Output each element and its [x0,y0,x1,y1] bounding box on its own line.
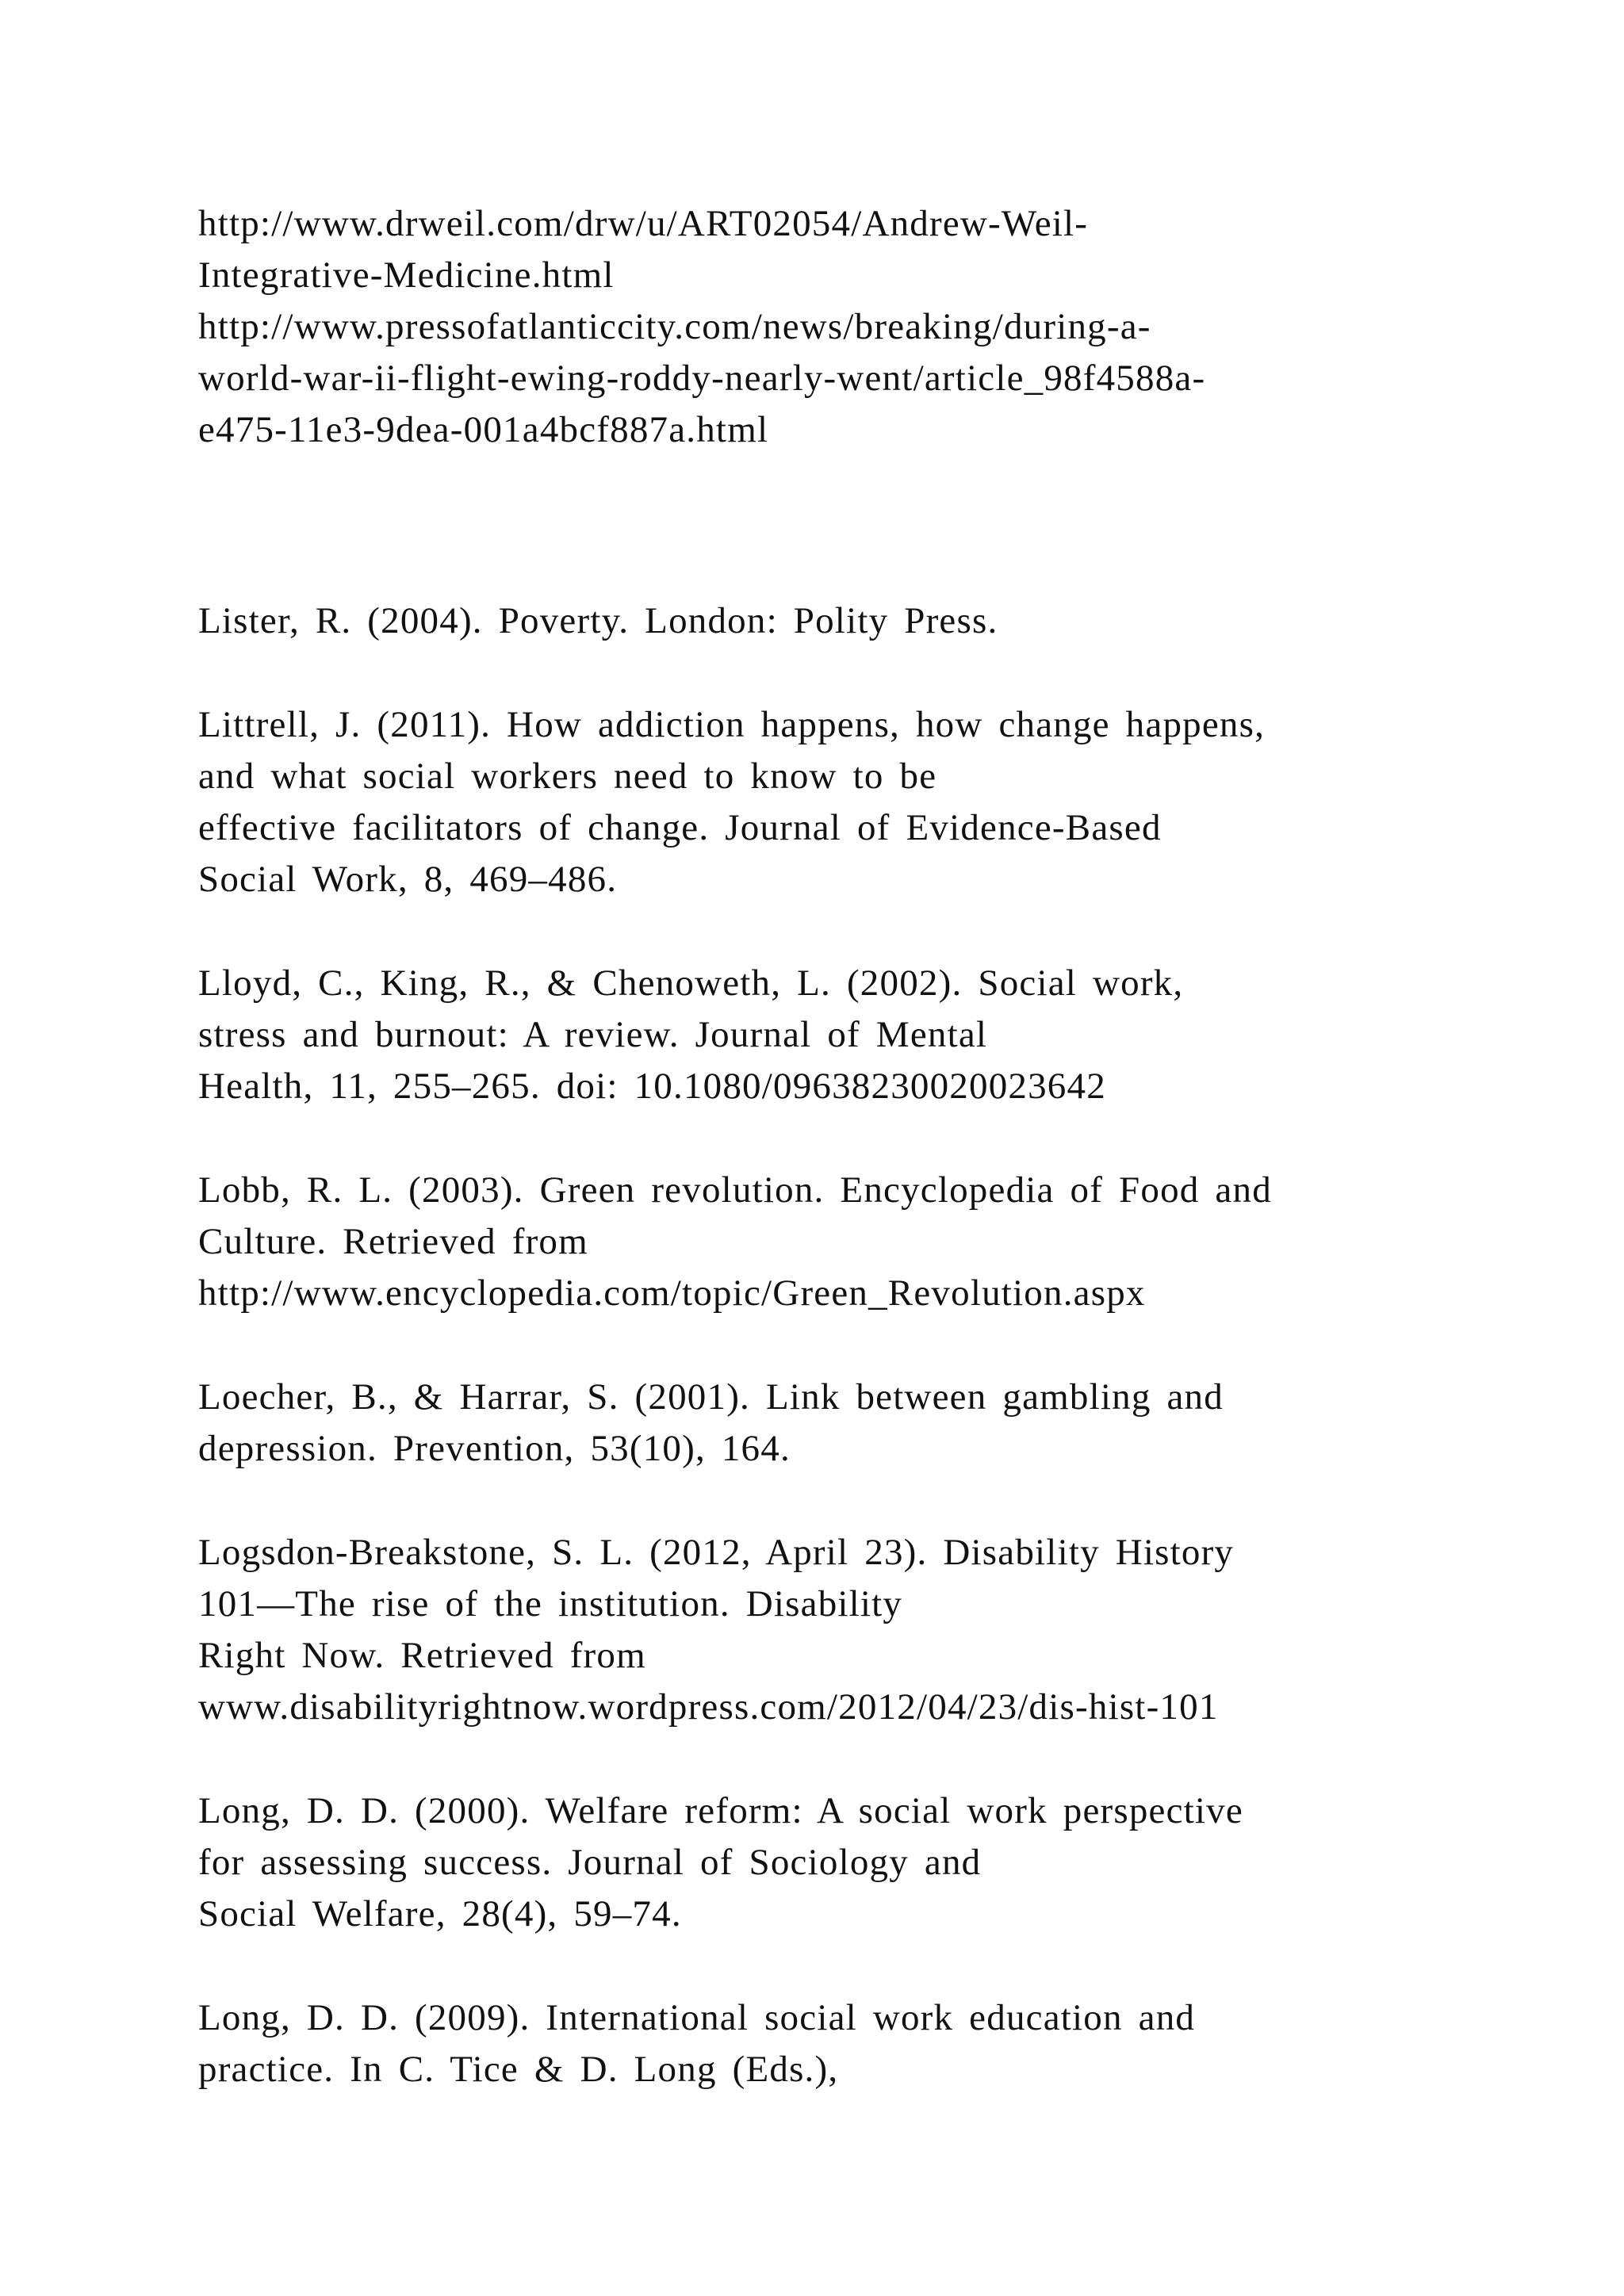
reference-line: Lloyd, C., King, R., & Chenoweth, L. (2002). Social work, [198,962,1184,1004]
reference-entry-urls [198,198,1546,456]
reference-line: http://www.pressofatlanticcity.com/news/breaking/during-a- [198,306,1151,347]
reference-line: Lobb, R. L. (2003). Green revolution. Encyclopedia of Food and [198,1169,1272,1211]
reference-line: practice. In C. Tice & D. Long (Eds.), [198,2049,839,2090]
reference-line: Long, D. D. (2009). International social work education and [198,1997,1196,2038]
reference-line: Loecher, B., & Harrar, S. (2001). Link between gambling and [198,1376,1224,1418]
reference-line: e475-11e3-9dea-001a4bcf887a.html [198,409,769,450]
reference-line: 101—The rise of the institution. Disability [198,1583,903,1624]
reference-entry-long-2009 [198,1992,1546,2095]
reference-line: Social Welfare, 28(4), 59–74. [198,1893,682,1934]
reference-line: Logsdon-Breakstone, S. L. (2012, April 23). Disability History [198,1532,1235,1573]
reference-line: stress and burnout: A review. Journal of Mental [198,1014,988,1055]
reference-entry-lobb-2003 [198,1165,1546,1319]
reference-line: http://www.drweil.com/drw/u/ART02054/Andrew-Weil- [198,203,1089,244]
reference-line: effective facilitators of change. Journal of Evidence-Based [198,807,1162,848]
reference-line: depression. Prevention, 53(10), 164. [198,1428,791,1469]
reference-line: Integrative-Medicine.html [198,254,615,296]
reference-line: Culture. Retrieved from [198,1221,588,1262]
reference-entry-logsdon-breakstone-2012 [198,1527,1546,1733]
reference-line: for assessing success. Journal of Sociology and [198,1842,982,1883]
reference-line: Health, 11, 255–265. doi: 10.1080/09638230020023642 [198,1066,1106,1107]
reference-line: www.disabilityrightnow.wordpress.com/2012/04/23/dis-hist-101 [198,1686,1219,1728]
reference-line: and what social workers need to know to be [198,756,937,797]
reference-entry-lloyd-2002 [198,958,1546,1112]
reference-line: http://www.encyclopedia.com/topic/Green_Revolution.aspx [198,1272,1146,1314]
reference-line: Lister, R. (2004). Poverty. London: Polity Press. [198,600,998,641]
reference-line: Right Now. Retrieved from [198,1635,646,1676]
reference-entry-long-2000 [198,1785,1546,1940]
reference-line: Social Work, 8, 469–486. [198,859,618,900]
reference-entry-lister-2004 [198,595,1546,647]
reference-line: Littrell, J. (2011). How addiction happens, how change happens, [198,704,1266,745]
reference-line: world-war-ii-flight-ewing-roddy-nearly-went/article_98f4588a- [198,358,1206,399]
reference-list [198,198,1546,2148]
reference-entry-loecher-2001 [198,1372,1546,1475]
reference-line: Long, D. D. (2000). Welfare reform: A social work perspective [198,1790,1243,1831]
reference-entry-littrell-2011 [198,699,1546,905]
